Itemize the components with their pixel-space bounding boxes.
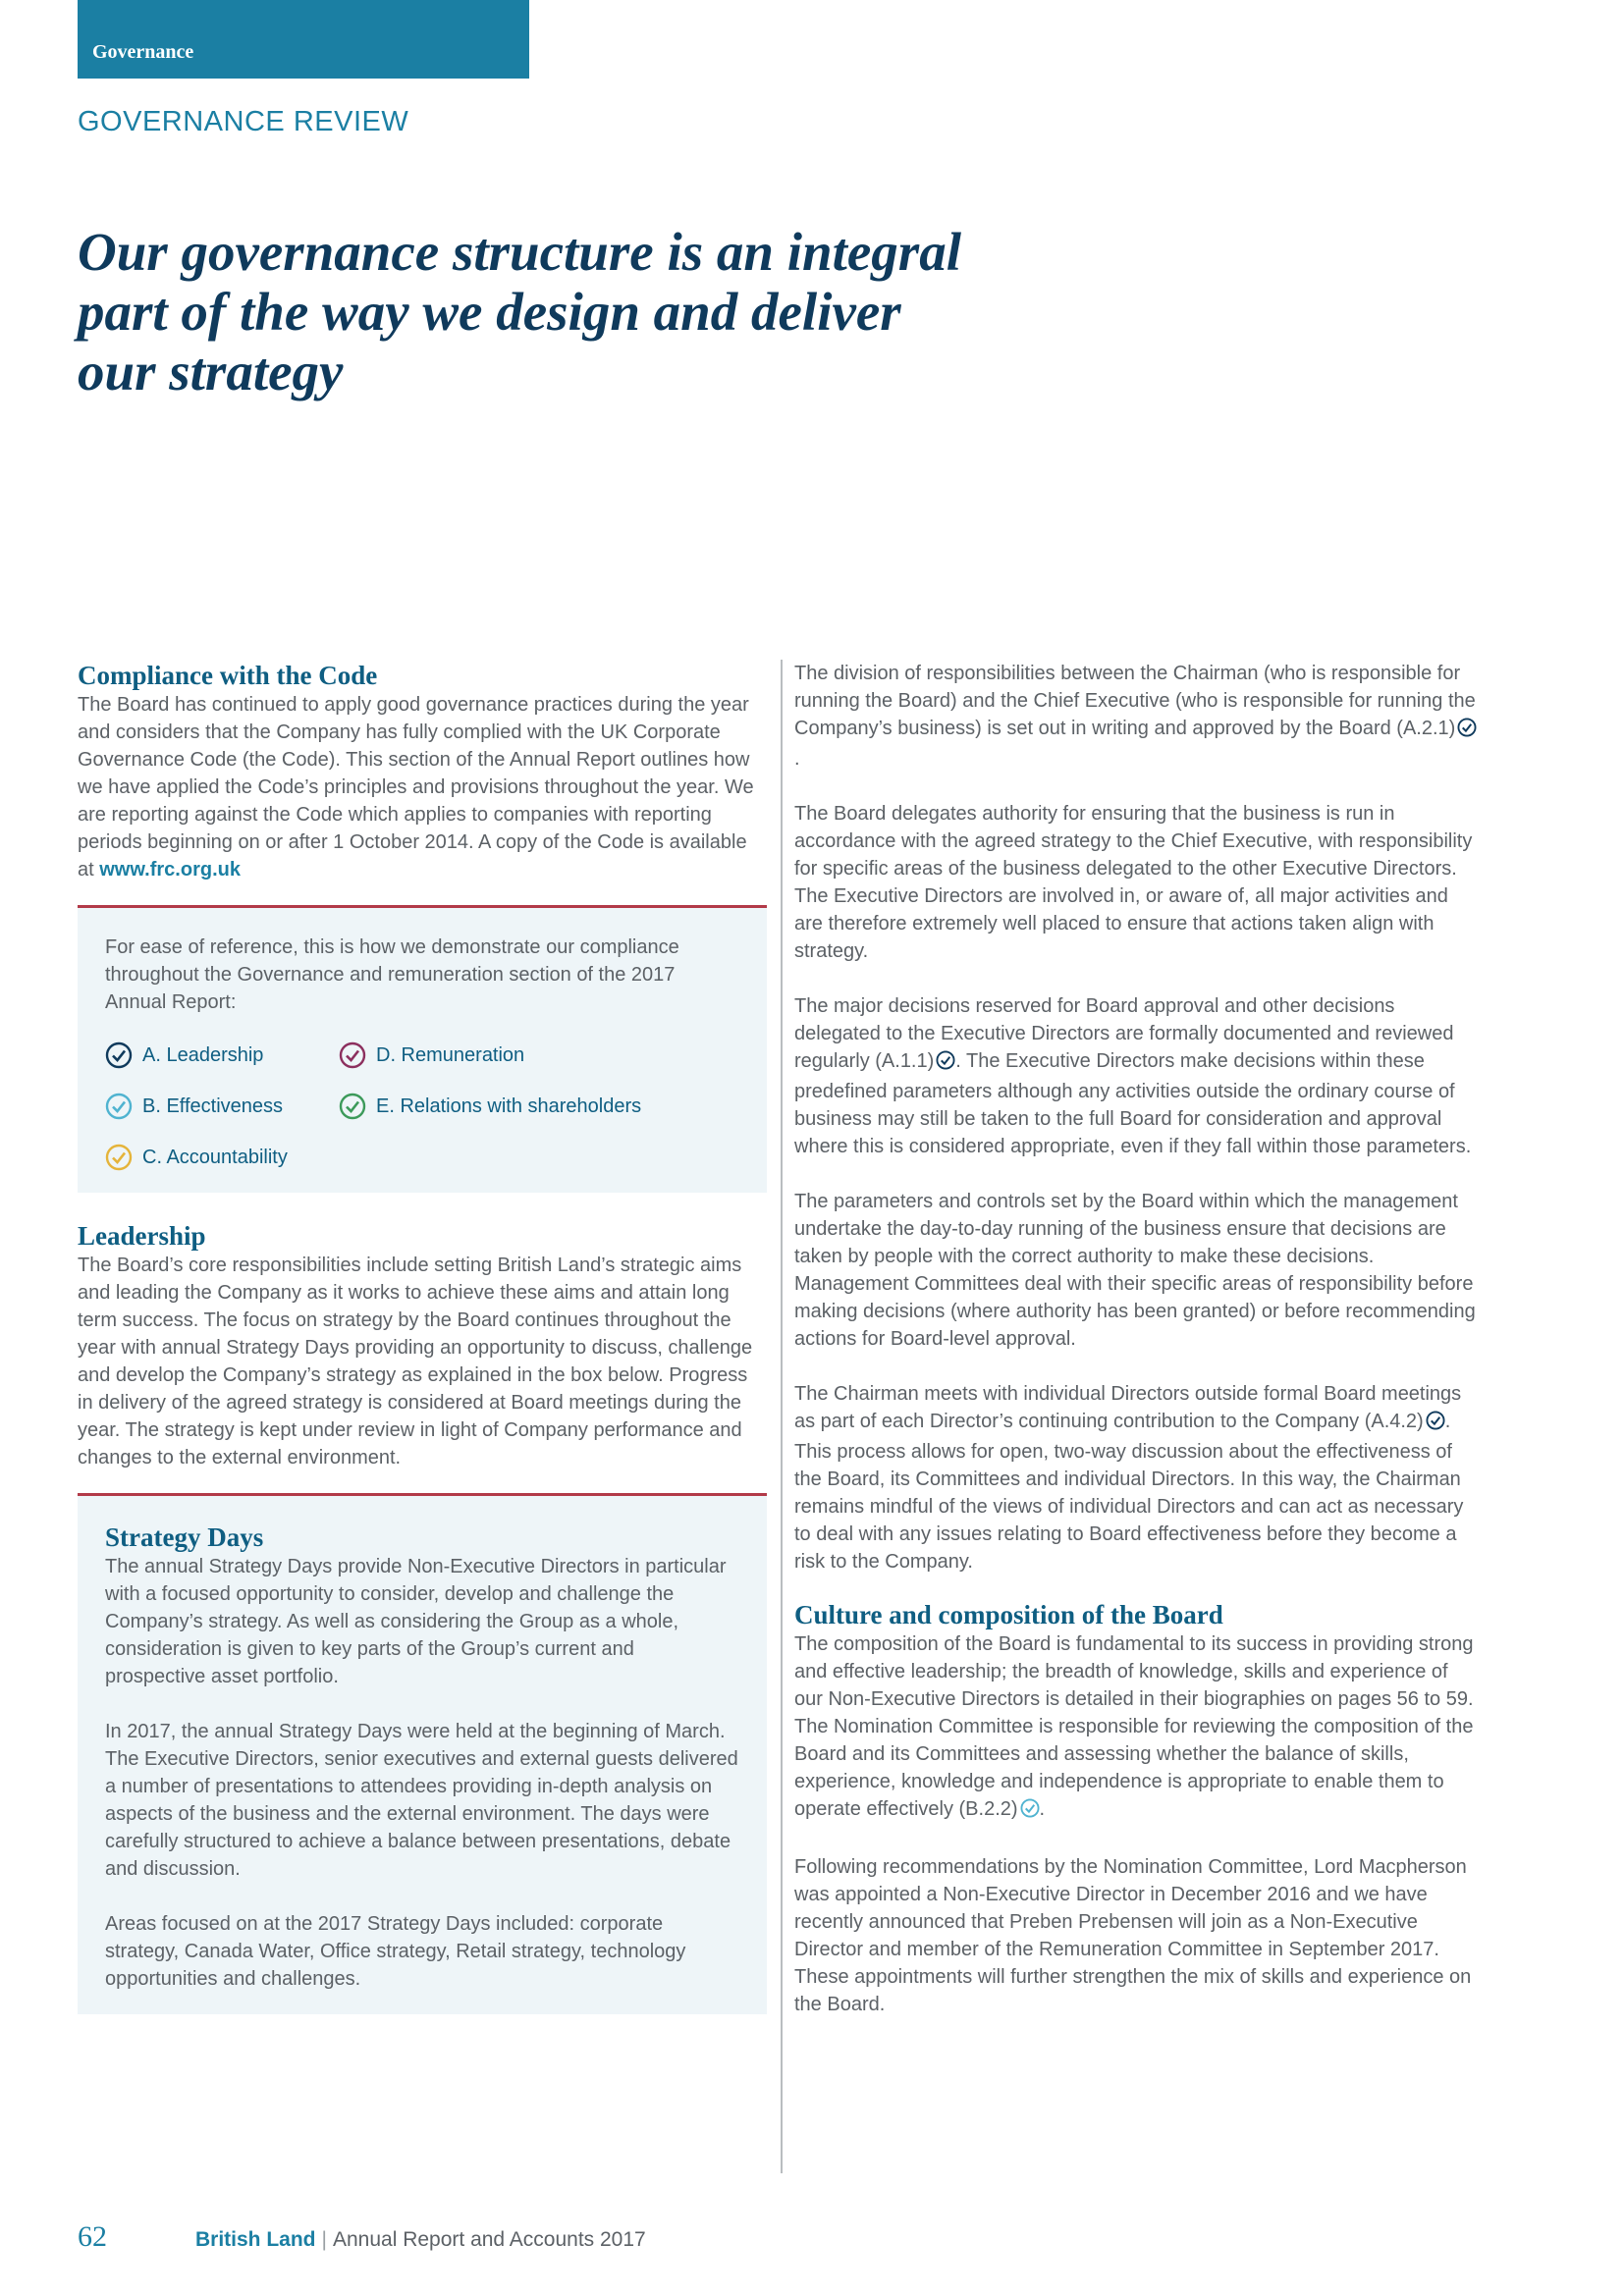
strategy-days-p2: In 2017, the annual Strategy Days were held at the beginning of March. The Executive Directors, senior executives and external guests delivered a number of presentations to attendees providing in-depth analysis on aspects of the business and the external environment. The days were carefully structured to achieve a balance between presentations, debate and discussion. (105, 1721, 738, 1880)
section-tab-label: Governance (92, 41, 194, 63)
compliance-heading: Compliance with the Code (78, 661, 378, 690)
section-tab (78, 0, 529, 79)
strategy-days-p3: Areas focused on at the 2017 Strategy Days included: corporate strategy, Canada Water, Office strategy, Retail strategy, technology opportunities and challenges. (105, 1913, 686, 1990)
page-number: 62 (78, 2220, 107, 2253)
leadership-heading: Leadership (78, 1221, 206, 1251)
section-label: GOVERNANCE REVIEW (78, 106, 409, 137)
check-circle-icon (1457, 718, 1477, 745)
compliance-body: The Board has continued to apply good governance practices during the year and considers that the Company has fully complied with the UK Corporate Governance Code (the Code). This section of the Annual Report outlines how we have applied the Code’s principles and provisions throughout the year. We are reporting against the Code which applies to companies with reporting periods beginning on or after 1 October 2014. A copy of the Code is available at www.frc.org.uk (78, 694, 754, 881)
legend-label: D. Remuneration (376, 1043, 525, 1066)
right-p1: The division of responsibilities between the Chairman (who is responsible for running the Board) and the Chief Executive (who is responsible for running the Company’s business) is set out in writing and approved by the Board (A.2.1). (794, 663, 1476, 770)
legend-item-effectiveness (105, 1093, 339, 1120)
legend-item-leadership (105, 1041, 339, 1069)
strategy-days-heading: Strategy Days (105, 1522, 264, 1552)
check-circle-icon (1020, 1798, 1040, 1826)
check-circle-icon (105, 1041, 133, 1069)
right-p5: The Chairman meets with individual Directors outside formal Board meetings as part of each Director’s continuing contribution to the Company (A.4.2) . This process allows for open, two-way discussion about the effectiveness of the Board, its Committees and individual Directors. In this way, the Chairman remains mindful of the views of individual Directors and can act as necessary to deal with any issues relating to Board effectiveness before they become a risk to the Company. (794, 1383, 1464, 1573)
page-headline: Our governance structure is an integral part of the way we design and deliver our strategy (78, 222, 961, 401)
legend-label: A. Leadership (142, 1043, 264, 1066)
right-p4: The parameters and controls set by the Board within which the management undertake the day-to-day running of the business ensure that decisions are taken by people with the correct authority to make these decisions. Management Committees deal with their specific areas of responsibility before making decisions (where authority has been granted) or before recommending actions for Board-level approval. (794, 1191, 1476, 1350)
check-circle-icon (339, 1093, 366, 1120)
legend-item-relations (339, 1093, 663, 1120)
footer-separator: | (321, 2228, 327, 2251)
legend-label: E. Relations with shareholders (376, 1095, 642, 1117)
right-p3: The major decisions reserved for Board approval and other decisions delegated to the Executive Directors are formally documented and reviewed regularly (A.1.1) . The Executive Directors make decisions within these predefined parameters although any activities outside the ordinary course of business may still be taken to the full Board for consideration and approval where this is considered appropriate, even if they fall within those parameters. (794, 995, 1472, 1157)
strategy-days-box (78, 1496, 767, 2014)
culture-heading: Culture and composition of the Board (794, 1600, 1223, 1629)
report-title: Annual Report and Accounts 2017 (332, 2228, 646, 2251)
check-circle-icon (105, 1144, 133, 1171)
check-circle-icon (936, 1050, 955, 1078)
footer-brand (195, 2228, 646, 2252)
check-circle-icon (105, 1093, 133, 1120)
column-divider (781, 660, 783, 2173)
legend-label: B. Effectiveness (142, 1095, 284, 1117)
compliance-legend (105, 1041, 739, 1171)
check-circle-icon (1426, 1411, 1445, 1438)
legend-item-accountability (105, 1144, 339, 1171)
right-p2: The Board delegates authority for ensuring that the business is run in accordance with the agreed strategy to the Chief Executive, with responsibility for specific areas of the business delegated to the other Executive Directors. The Executive Directors are involved in, or aware of, all major activities and are therefore extremely well placed to ensure that actions taken align with strategy. (794, 803, 1473, 962)
left-column (78, 660, 767, 2014)
right-p7: Following recommendations by the Nomination Committee, Lord Macpherson was appointed a Non-Executive Director in December 2016 and we have recently announced that Preben Prebensen will join as a Non-Executive Director and member of the Remuneration Committee in September 2017. These appointments will further strengthen the mix of skills and experience on the Board. (794, 1856, 1472, 2015)
right-column (794, 660, 1482, 2018)
brand-name: British Land (195, 2228, 316, 2251)
compliance-box-intro: For ease of reference, this is how we demonstrate our compliance throughout the Governance and remuneration section of the 2017 Annual Report: (105, 936, 679, 1013)
strategy-days-p1: The annual Strategy Days provide Non-Executive Directors in particular with a focused opportunity to consider, develop and challenge the Company’s strategy. As well as considering the Group as a whole, consideration is given to key parts of the Group’s current and prospective asset portfolio. (105, 1556, 727, 1687)
frc-link[interactable]: www.frc.org.uk (99, 859, 241, 881)
compliance-key-box (78, 908, 767, 1193)
leadership-body: The Board’s core responsibilities include setting British Land’s strategic aims and leading the Company as it works to achieve these aims and attain long term success. The focus on strategy by the Board continues throughout the year with annual Strategy Days providing an opportunity to discuss, challenge and develop the Company’s strategy as explained in the box below. Progress in delivery of the agreed strategy is considered at Board meetings during the year. The strategy is kept under review in light of Company performance and changes to the external environment. (78, 1255, 753, 1468)
legend-item-remuneration (339, 1041, 663, 1069)
legend-label: C. Accountability (142, 1146, 288, 1168)
right-p6: The composition of the Board is fundamental to its success in providing strong and effective leadership; the breadth of knowledge, skills and experience of our Non-Executive Directors is detailed in their biographies on pages 56 to 59. The Nomination Committee is responsible for reviewing the composition of the Board and its Committees and assessing whether the balance of skills, experience, knowledge and independence is appropriate to enable them to operate effectively (B.2.2) . (794, 1630, 1482, 1826)
check-circle-icon (339, 1041, 366, 1069)
